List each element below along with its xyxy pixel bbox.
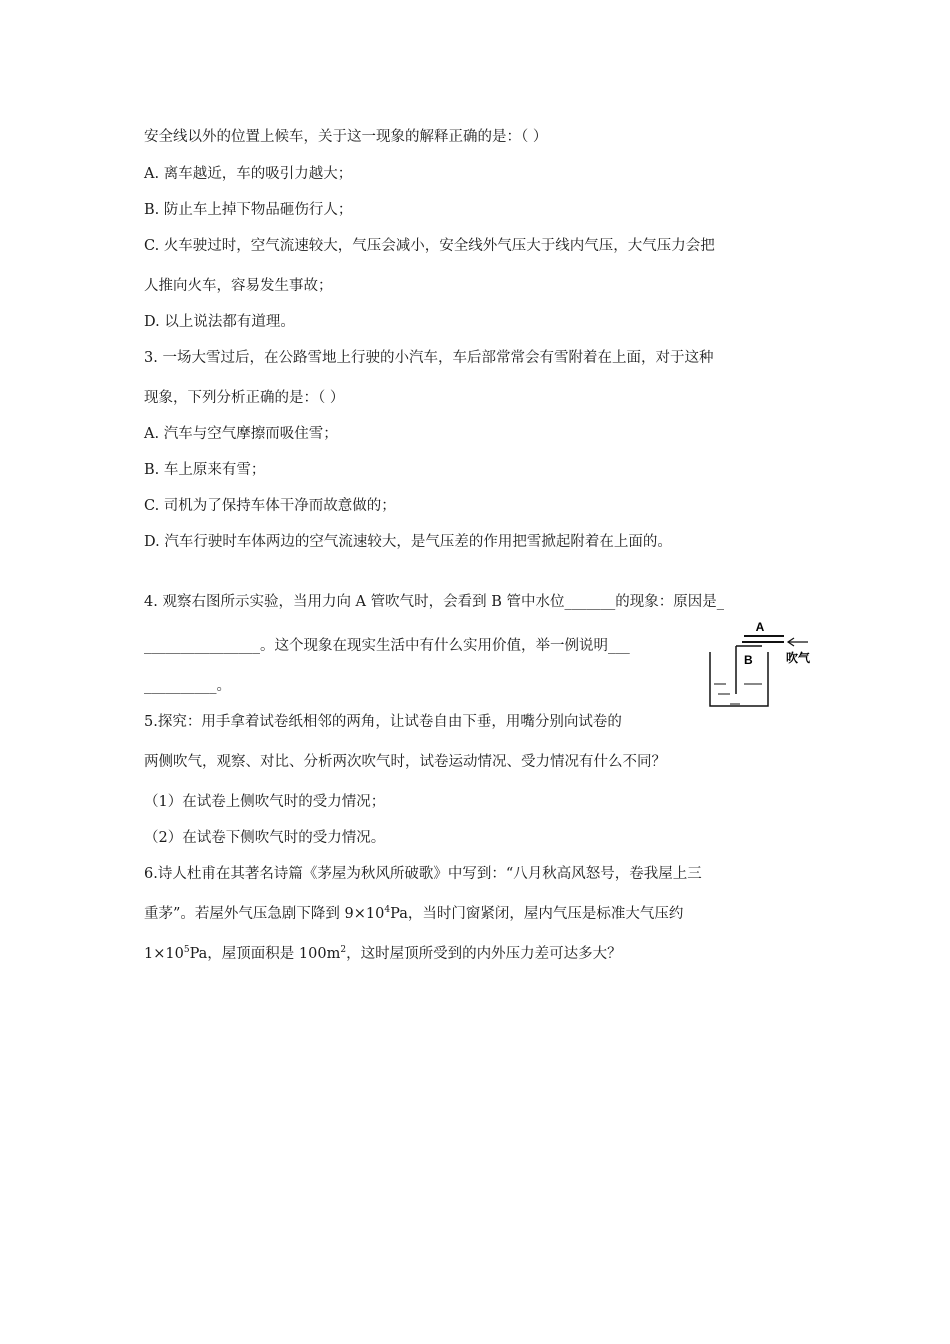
- q3-option-a: A. 汽车与空气摩擦而吸住雪；: [144, 426, 338, 442]
- label-b: B: [744, 653, 753, 667]
- q2-option-a: A. 离车越近，车的吸引力越大；: [144, 166, 353, 182]
- q5-line-2: 两侧吹气，观察、对比、分析两次吹气时，试卷运动情况、受力情况有什么不同？: [144, 754, 666, 770]
- blow-tube-diagram: [704, 620, 816, 712]
- q6-line-1: 6.诗人杜甫在其著名诗篇《茅屋为秋风所破歌》中写到：“八月秋高风怒号，卷我屋上三: [144, 866, 702, 882]
- q5-sub-1: （1）在试卷上侧吹气时的受力情况；: [144, 794, 386, 810]
- q3-stem-line-1: 3. 一场大雪过后，在公路雪地上行驶的小汽车，车后部常常会有雪附着在上面，对于这种: [144, 350, 714, 366]
- q2-option-c: C. 火车驶过时，空气流速较大，气压会减小，安全线外气压大于线内气压，大气压力会把: [144, 238, 715, 254]
- q4-line-3: __________。: [144, 678, 231, 694]
- q3-stem-line-2: 现象，下列分析正确的是：（ ）: [144, 390, 345, 406]
- q4-line-1: 4. 观察右图所示实验，当用力向 A 管吹气时，会看到 B 管中水位_______的现象：原因是_: [144, 594, 725, 610]
- q5-line-1: 5.探究：用手拿着试卷纸相邻的两角，让试卷自由下垂，用嘴分别向试卷的: [144, 714, 622, 730]
- q3-option-b: B. 车上原来有雪；: [144, 462, 266, 478]
- q3-option-d: D. 汽车行驶时车体两边的空气流速较大，是气压差的作用把雪掀起附着在上面的。: [144, 534, 672, 550]
- q6-line-2: 重茅”。若屋外气压急剧下降到 $9\times 10^4Pa$，当时门窗紧闭，屋内气压是标准大气压约: [144, 905, 684, 922]
- q3-option-c: C. 司机为了保持车体干净而故意做的；: [144, 498, 396, 514]
- q6-line-3: $1\times 10^5Pa$，屋顶面积是 $100m^2$，这时屋顶所受到的内外压力差可达多大？: [144, 945, 622, 962]
- q2-option-b: B. 防止车上掉下物品砸伤行人；: [144, 202, 353, 218]
- q2-option-d: D. 以上说法都有道理。: [144, 314, 295, 330]
- q2-stem: 安全线以外的位置上候车，关于这一现象的解释正确的是：（ ）: [144, 129, 548, 145]
- q4-line-2: ________________。这个现象在现实生活中有什么实用价值，举一例说明___: [144, 638, 630, 654]
- q2-option-c-cont: 人推向火车，容易发生事故；: [144, 278, 333, 294]
- label-a: A: [755, 620, 765, 634]
- label-blow: 吹气: [786, 651, 811, 665]
- q5-sub-2: （2）在试卷下侧吹气时的受力情况。: [144, 830, 386, 846]
